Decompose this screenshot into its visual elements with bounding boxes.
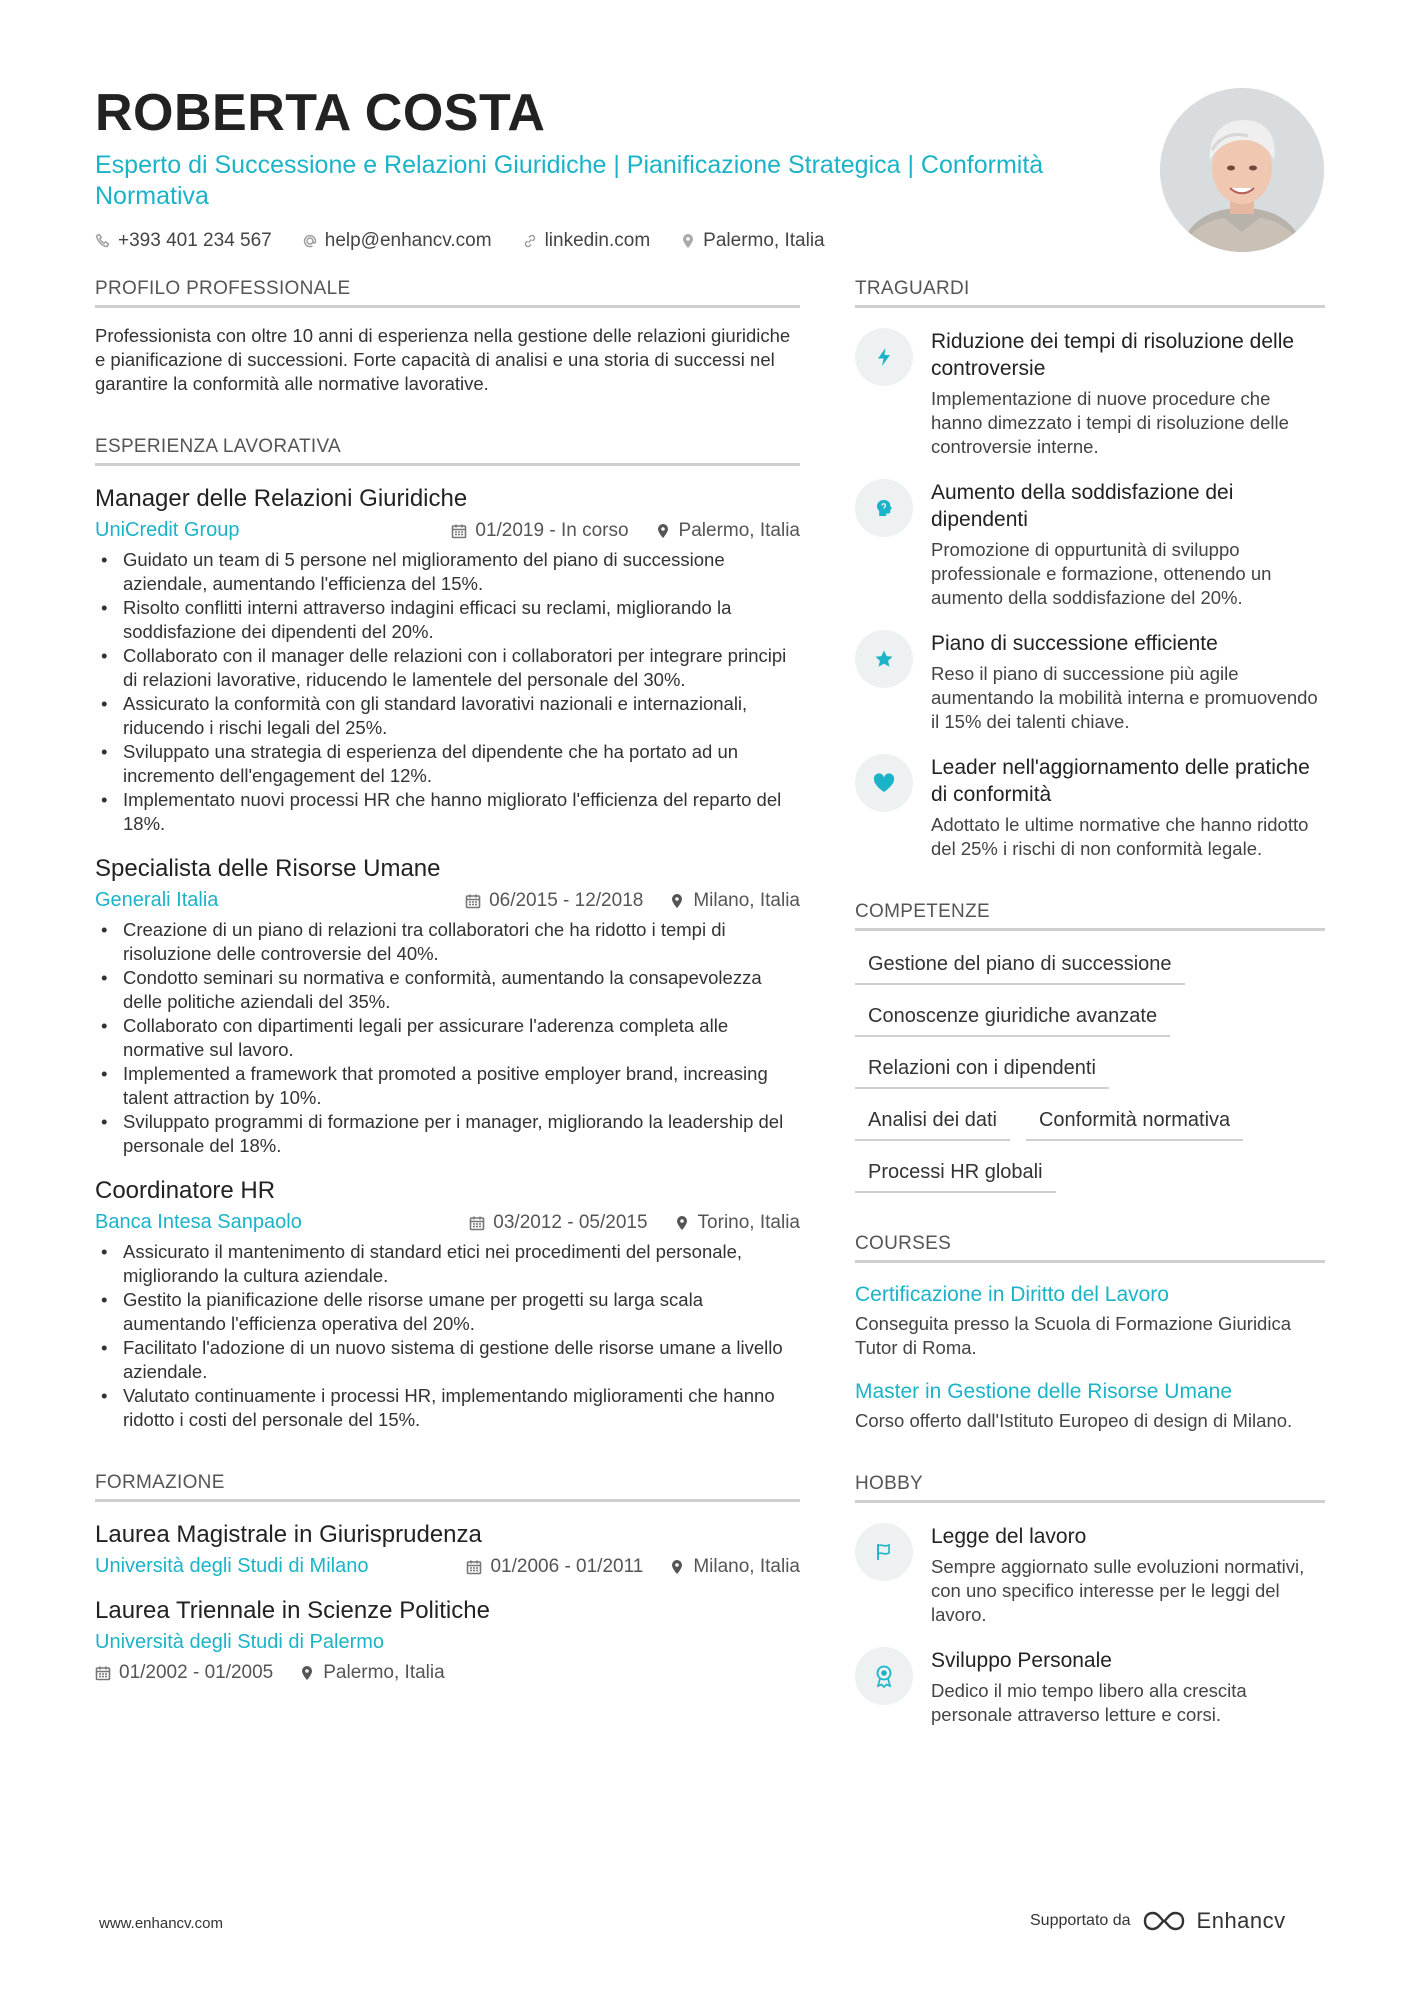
- contact-email[interactable]: [302, 230, 492, 252]
- resume-header: [95, 82, 1135, 252]
- location-text: Palermo, Italia: [703, 230, 825, 251]
- skill-tag: Analisi dei dati: [855, 1109, 1010, 1141]
- section-title-education: FORMAZIONE: [95, 1472, 800, 1502]
- hobby-title: Sviluppo Personale: [931, 1649, 1112, 1672]
- job-role: Specialista delle Risorse Umane: [95, 855, 441, 882]
- achievement-item: [855, 630, 1325, 734]
- job-company: Generali Italia: [95, 889, 219, 911]
- achievement-title: Piano di successione efficiente: [931, 632, 1218, 655]
- calendar-icon: [451, 523, 467, 539]
- course-title: Master in Gestione delle Risorse Umane: [855, 1380, 1232, 1403]
- job-dates: [451, 520, 628, 542]
- job-meta: [95, 889, 800, 912]
- avatar-portrait: [1160, 88, 1324, 252]
- heart-icon: [855, 754, 913, 812]
- link-icon: [522, 233, 538, 249]
- section-title-skills: COMPETENZE: [855, 901, 1325, 931]
- achievement-body: [931, 328, 1325, 459]
- education-entry: [95, 1596, 800, 1684]
- job-company: UniCredit Group: [95, 519, 240, 541]
- bullet-item: • Sviluppato una strategia di esperienza del dipendente che ha portato ad un incremento dell'engagement del 12%.: [95, 740, 800, 788]
- phone-text: +393 401 234 567: [118, 230, 272, 251]
- bullet-item: • Creazione di un piano di relazioni tra collaboratori che ha ridotto i tempi di risoluzione delle controversie del 40%.: [95, 918, 800, 966]
- achievement-desc: Adottato le ultime normative che hanno ridotto del 25% i rischi di non conformità legale.: [931, 814, 1309, 859]
- bullet-item: • Risolto conflitti interni attraverso indagini efficaci su reclami, migliorando la soddisfazione dei dipendenti del 20%.: [95, 596, 800, 644]
- education-school: Università degli Studi di Palermo: [95, 1631, 385, 1653]
- course-title: Certificazione in Diritto del Lavoro: [855, 1283, 1169, 1306]
- location-pin-icon: [680, 233, 696, 249]
- job-company: Banca Intesa Sanpaolo: [95, 1211, 302, 1233]
- bullet-item: • Sviluppato programmi di formazione per i manager, migliorando la leadership del personale del 18%.: [95, 1110, 800, 1158]
- email-text: help@enhancv.com: [324, 230, 492, 251]
- job-location: [655, 520, 800, 542]
- bullet-item: • Implementato nuovi processi HR che hanno migliorato l'efficienza del reparto del 18%.: [95, 788, 800, 836]
- education-meta: [95, 1631, 800, 1654]
- achievement-desc: Implementazione di nuove procedure che hanno dimezzato i tempi di risoluzione delle controversie interne.: [931, 388, 1289, 457]
- location-pin-icon: [655, 523, 671, 539]
- job-location-text: Palermo, Italia: [678, 519, 800, 541]
- footer-branding: [1030, 1908, 1286, 1934]
- skills-list: [855, 953, 1325, 1193]
- course-item: [855, 1281, 1325, 1360]
- bullet-item: • Collaborato con il manager delle relazioni con i collaboratori per integrare principi di relazioni lavorative, riducendo le lamentele del personale del 30%.: [95, 644, 800, 692]
- location-pin-icon: [674, 1215, 690, 1231]
- contact-bar: [95, 230, 1135, 252]
- hobby-item: [855, 1647, 1325, 1727]
- job-role: Coordinatore HR: [95, 1177, 276, 1204]
- section-title-experience: ESPERIENZA LAVORATIVA: [95, 436, 800, 466]
- calendar-icon: [466, 1559, 482, 1575]
- brain-icon: [855, 479, 913, 537]
- profile-photo: [1160, 88, 1324, 252]
- education-dates: [466, 1556, 643, 1578]
- achievement-desc: Promozione di oppurtunità di sviluppo professionale e formazione, ottenendo un aumento della soddisfazione del 20%.: [931, 539, 1272, 608]
- job-bullets: [95, 918, 800, 1158]
- hobby-desc: Dedico il mio tempo libero alla crescita personale attraverso letture e corsi.: [931, 1680, 1247, 1725]
- bullet-item: • Collaborato con dipartimenti legali per assicurare l'aderenza completa alle normative sul lavoro.: [95, 1014, 800, 1062]
- job-location: [669, 890, 800, 912]
- contact-phone[interactable]: [95, 230, 272, 252]
- bullet-item: • Guidato un team di 5 persone nel miglioramento del piano di successione aziendale, aumentando l'efficienza del 15%.: [95, 548, 800, 596]
- flag-icon: [855, 1523, 913, 1581]
- job-details: [451, 520, 800, 542]
- job-bullets: [95, 548, 800, 836]
- job-role: Manager delle Relazioni Giuridiche: [95, 485, 468, 512]
- bullet-item: • Condotto seminari su normativa e conformità, aumentando la consapevolezza delle politiche aziendali del 35%.: [95, 966, 800, 1014]
- achievement-item: [855, 479, 1325, 610]
- at-icon: [302, 233, 318, 249]
- bolt-icon: [855, 328, 913, 386]
- hobby-title: Legge del lavoro: [931, 1525, 1087, 1548]
- job-entry: [95, 854, 800, 1158]
- education-degree: Laurea Triennale in Scienze Politiche: [95, 1597, 490, 1624]
- education-details: [466, 1556, 800, 1578]
- course-item: [855, 1378, 1325, 1433]
- job-meta: [95, 1211, 800, 1234]
- achievement-title: Leader nell'aggiornamento delle pratiche di conformità: [931, 756, 1310, 806]
- location-pin-icon: [669, 893, 685, 909]
- enhancv-logo-icon: [1141, 1909, 1187, 1933]
- education-location-text: Palermo, Italia: [323, 1662, 445, 1683]
- achievement-body: [931, 630, 1325, 734]
- education-location: [299, 1662, 444, 1684]
- contact-location: [680, 230, 824, 252]
- section-title-profile: PROFILO PROFESSIONALE: [95, 278, 800, 308]
- calendar-icon: [469, 1215, 485, 1231]
- job-details: [465, 890, 800, 912]
- linkedin-text: linkedin.com: [544, 230, 651, 251]
- section-title-hobbies: HOBBY: [855, 1473, 1325, 1503]
- hobby-body: [931, 1647, 1325, 1727]
- achievements-section: [855, 278, 1325, 861]
- job-meta: [95, 519, 800, 542]
- achievement-item: [855, 754, 1325, 861]
- left-column: [95, 278, 800, 1710]
- job-dates-text: 06/2015 - 12/2018: [489, 889, 644, 911]
- education-degree: Laurea Magistrale in Giurisprudenza: [95, 1521, 482, 1548]
- profile-summary: Professionista con oltre 10 anni di esperienza nella gestione delle relazioni giuridiche e pianificazione di successioni. Forte capacità di analisi e una storia di successi nel garantire la conformità alle normative lavorative.: [95, 325, 791, 394]
- bullet-item: • Assicurato la conformità con gli standard lavorativi nazionali e internazionali, riducendo i rischi legali del 25%.: [95, 692, 800, 740]
- candidate-name: ROBERTA COSTA: [95, 84, 546, 142]
- calendar-icon: [465, 893, 481, 909]
- skill-tag: Processi HR globali: [855, 1161, 1056, 1193]
- bullet-item: • Assicurato il mantenimento di standard etici nei procedimenti del personale, migliorando la cultura aziendale.: [95, 1240, 800, 1288]
- medal-icon: [855, 1647, 913, 1705]
- job-dates: [469, 1212, 647, 1234]
- experience-section: [95, 436, 800, 1432]
- courses-section: [855, 1233, 1325, 1433]
- hobby-desc: Sempre aggiornato sulle evoluzioni normativi, con uno specifico interesse per le leggi del lavoro.: [931, 1556, 1305, 1625]
- profile-section: [95, 278, 800, 396]
- job-dates-text: 03/2012 - 05/2015: [493, 1211, 648, 1233]
- achievement-body: [931, 754, 1325, 861]
- contact-linkedin[interactable]: [522, 230, 651, 252]
- location-pin-icon: [669, 1559, 685, 1575]
- achievement-body: [931, 479, 1325, 610]
- job-dates-text: 01/2019 - In corso: [475, 519, 629, 541]
- education-school: Università degli Studi di Milano: [95, 1555, 369, 1577]
- education-dates: [95, 1662, 273, 1684]
- location-pin-icon: [299, 1665, 315, 1681]
- candidate-headline: Esperto di Successione e Relazioni Giuridiche | Pianificazione Strategica | Conformità Normativa: [95, 151, 1044, 210]
- skill-tag: Gestione del piano di successione: [855, 953, 1185, 985]
- education-meta: [95, 1555, 800, 1578]
- job-bullets: [95, 1240, 800, 1432]
- education-location: [669, 1556, 800, 1578]
- job-location: [674, 1212, 800, 1234]
- section-title-achievements: TRAGUARDI: [855, 278, 1325, 308]
- education-dates-text: 01/2006 - 01/2011: [490, 1555, 644, 1577]
- job-entry: [95, 1176, 800, 1432]
- achievement-desc: Reso il piano di successione più agile aumentando la mobilità interna e promuovendo il 15% dei talenti chiave.: [931, 663, 1318, 732]
- job-entry: [95, 484, 800, 836]
- section-title-courses: COURSES: [855, 1233, 1325, 1263]
- achievement-item: [855, 328, 1325, 459]
- bullet-item: • Facilitato l'adozione di un nuovo sistema di gestione delle risorse umane a livello aziendale.: [95, 1336, 800, 1384]
- brand-name: Enhancv: [1196, 1908, 1286, 1933]
- phone-icon: [95, 233, 111, 249]
- job-dates: [465, 890, 643, 912]
- calendar-icon: [95, 1665, 111, 1681]
- hobbies-section: [855, 1473, 1325, 1727]
- education-dates-text: 01/2002 - 01/2005: [119, 1662, 274, 1683]
- bullet-item: • Implemented a framework that promoted a positive employer brand, increasing talent attraction by 10%.: [95, 1062, 800, 1110]
- powered-by-text: Supportato da: [1030, 1912, 1131, 1929]
- hobby-body: [931, 1523, 1325, 1627]
- achievement-title: Riduzione dei tempi di risoluzione delle controversie: [931, 330, 1295, 380]
- footer-website[interactable]: www.enhancv.com: [99, 1915, 223, 1932]
- star-icon: [855, 630, 913, 688]
- course-desc: Corso offerto dall'Istituto Europeo di design di Milano.: [855, 1410, 1293, 1431]
- skill-tag: Conoscenze giuridiche avanzate: [855, 1005, 1170, 1037]
- skills-section: [855, 901, 1325, 1193]
- education-details: [95, 1662, 800, 1684]
- skill-tag: Relazioni con i dipendenti: [855, 1057, 1109, 1089]
- job-details: [469, 1212, 800, 1234]
- achievement-title: Aumento della soddisfazione dei dipendenti: [931, 481, 1234, 531]
- job-location-text: Torino, Italia: [697, 1211, 800, 1233]
- bullet-item: • Gestito la pianificazione delle risorse umane per progetti su larga scala aumentando l'efficienza operativa del 20%.: [95, 1288, 800, 1336]
- skill-tag: Conformità normativa: [1026, 1109, 1243, 1141]
- job-location-text: Milano, Italia: [693, 889, 800, 911]
- education-location-text: Milano, Italia: [693, 1555, 800, 1577]
- education-entry: [95, 1520, 800, 1578]
- bullet-item: • Valutato continuamente i processi HR, implementando miglioramenti che hanno ridotto i costi del personale del 15%.: [95, 1384, 800, 1432]
- course-desc: Conseguita presso la Scuola di Formazione Giuridica Tutor di Roma.: [855, 1313, 1291, 1358]
- education-section: [95, 1472, 800, 1684]
- hobby-item: [855, 1523, 1325, 1627]
- right-column: [855, 278, 1325, 1753]
